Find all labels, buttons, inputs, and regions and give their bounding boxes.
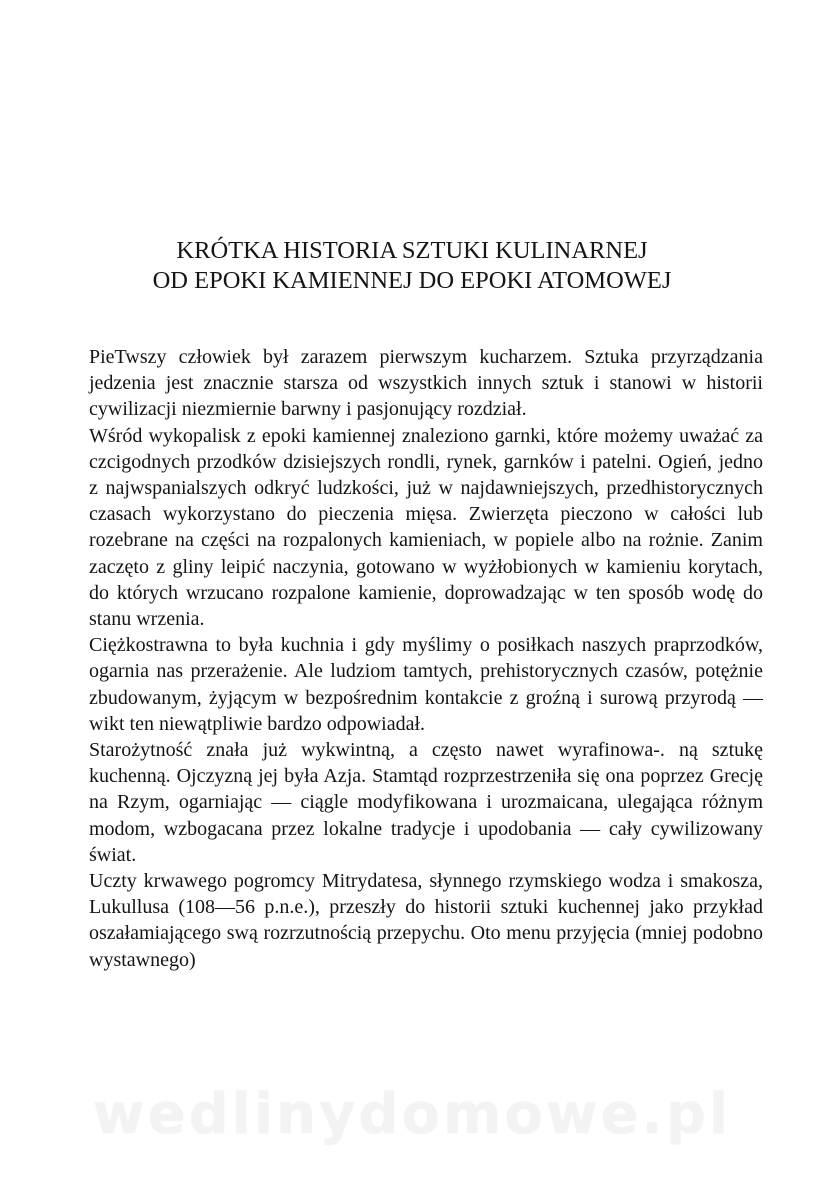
paragraph-3: Ciężkostrawna to była kuchnia i gdy myślimy o posiłkach naszych praprzodków, ogarnia nas przerażenie. Ale ludziom tamtych, prehistorycznych czasów, potężnie zbudowanym, żyjącym w bezpośrednim kontakcie z groźną i surową przyrodą — wikt ten niewątpliwie bardzo odpowiadał. xyxy=(89,634,763,735)
chapter-title-line-1: KRÓTKA HISTORIA SZTUKI KULINARNEJ xyxy=(176,237,648,264)
chapter-title xyxy=(0,236,824,296)
paragraph-2: Wśród wykopalisk z epoki kamiennej znaleziono garnki, które możemy uważać za czcigodnych przodków dzisiejszych rondli, rynek, garnków i patelni. Ogień, jedno z najwspanialszych odkryć ludzkości, już w najdawniejszych, przedhistorycznych czasach wykorzystano do pieczenia mięsa. Zwierzęta pieczono w całości lub rozebrane na części na rozpalonych kamieniach, w popiele albo na rożnie. Zanim zaczęto z gliny leipić naczynia, gotowano w wyżłobionych w kamieniu korytach, do których wrzucano rozpalone kamienie, doprowadzając w ten sposób wodę do stanu wrzenia. xyxy=(89,424,763,631)
paragraph-5: Uczty krwawego pogromcy Mitrydatesa, słynnego rzymskiego wodza i smakosza, Lukullusa (108—56 p.n.e.), przeszły do historii sztuki kuchennej jako przykład oszałamiającego swą rozrzutnością przepychu. Oto menu przyjęcia (mniej podobno wystawnego) xyxy=(89,870,763,971)
chapter-title-line-2: OD EPOKI KAMIENNEJ DO EPOKI ATOMOWEJ xyxy=(152,267,672,294)
paragraph-1: PieTwszy człowiek był zarazem pierwszym kucharzem. Sztuka przyrządzania jedzenia jest znacznie starsza od wszystkich innych sztuk i stanowi w historii cywilizacji niezmiernie barwny i pasjonujący rozdział. xyxy=(89,346,763,421)
body-text xyxy=(89,344,763,973)
paragraph-4: Starożytność znała już wykwintną, a często nawet wyrafinowa-. ną sztukę kuchenną. Ojczyzną jej była Azja. Stamtąd rozprzestrzeniła się ona poprzez Grecję na Rzym, ogarniając — ciągle modyfikowana i urozmaicana, ulegająca różnym modom, wzbogacana przez lokalne tradycje i upodobania — cały cywilizowany świat. xyxy=(89,739,763,866)
watermark: wedlinydomowe.pl xyxy=(92,1082,732,1147)
